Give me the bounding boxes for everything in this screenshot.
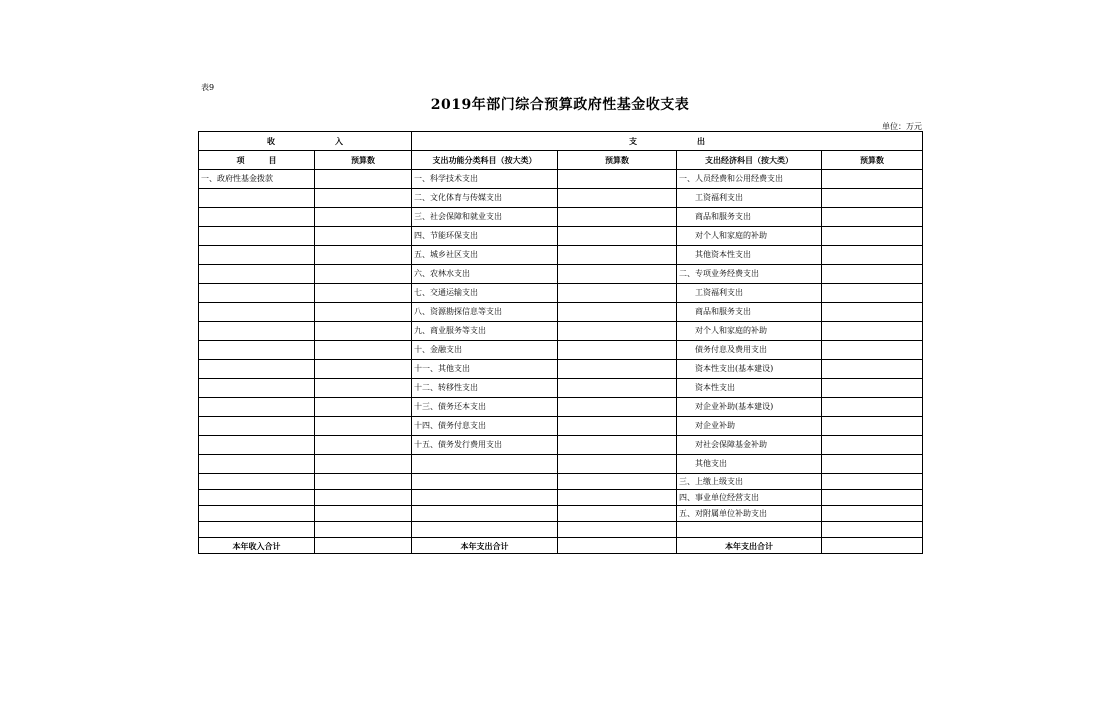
- econ-item-cell: 工资福利支出: [677, 284, 822, 303]
- table-row: [199, 436, 923, 455]
- income-budget-header: 预算数: [315, 151, 412, 170]
- income-item-cell: [199, 506, 315, 522]
- econ-budget-cell: [822, 417, 923, 436]
- table-row: [199, 360, 923, 379]
- econ-budget-cell: [822, 284, 923, 303]
- income-item-cell: [199, 417, 315, 436]
- econ-category-header: 支出经济科目（按大类）: [677, 151, 822, 170]
- income-item-cell: 一、政府性基金拨款: [199, 170, 315, 189]
- econ-item-cell: 对企业补助: [677, 417, 822, 436]
- item-header: 项目: [199, 151, 315, 170]
- income-item-cell: [199, 189, 315, 208]
- econ-item-cell: 对个人和家庭的补助: [677, 227, 822, 246]
- income-total-value: [315, 538, 412, 554]
- func-item-cell: 十二、转移性支出: [412, 379, 558, 398]
- income-budget-cell: [315, 360, 412, 379]
- income-budget-cell: [315, 170, 412, 189]
- income-item-cell: [199, 208, 315, 227]
- table-row: [199, 227, 923, 246]
- econ-total-label: 本年支出合计: [677, 538, 822, 554]
- income-total-label: 本年收入合计: [199, 538, 315, 554]
- econ-budget-cell: [822, 436, 923, 455]
- income-item-cell: [199, 246, 315, 265]
- econ-item-cell: 债务付息及费用支出: [677, 341, 822, 360]
- func-budget-cell: [558, 246, 677, 265]
- func-item-cell: 二、文化体育与传媒支出: [412, 189, 558, 208]
- func-budget-cell: [558, 189, 677, 208]
- econ-budget-cell: [822, 506, 923, 522]
- func-item-cell: 九、商业服务等支出: [412, 322, 558, 341]
- econ-item-cell: 资本性支出: [677, 379, 822, 398]
- func-budget-cell: [558, 208, 677, 227]
- func-budget-cell: [558, 436, 677, 455]
- func-item-cell: [412, 490, 558, 506]
- income-budget-cell: [315, 246, 412, 265]
- func-item-cell: 十五、债务发行费用支出: [412, 436, 558, 455]
- func-budget-cell: [558, 398, 677, 417]
- income-budget-cell: [315, 522, 412, 538]
- func-item-cell: 十四、债务付息支出: [412, 417, 558, 436]
- table-row: [199, 303, 923, 322]
- econ-budget-cell: [822, 360, 923, 379]
- income-item-cell: [199, 341, 315, 360]
- econ-budget-cell: [822, 170, 923, 189]
- income-item-cell: [199, 360, 315, 379]
- table-row: [199, 506, 923, 522]
- income-budget-cell: [315, 189, 412, 208]
- table-row: [199, 455, 923, 474]
- func-budget-cell: [558, 265, 677, 284]
- income-budget-cell: [315, 284, 412, 303]
- income-budget-cell: [315, 398, 412, 417]
- table-row: [199, 341, 923, 360]
- table-row: [199, 170, 923, 189]
- func-budget-cell: [558, 417, 677, 436]
- func-item-cell: 八、资源勘探信息等支出: [412, 303, 558, 322]
- func-item-cell: [412, 522, 558, 538]
- econ-item-cell: 一、人员经费和公用经费支出: [677, 170, 822, 189]
- totals-row: [199, 538, 923, 554]
- income-item-cell: [199, 303, 315, 322]
- econ-item-cell: 三、上缴上级支出: [677, 474, 822, 490]
- income-budget-cell: [315, 474, 412, 490]
- income-item-cell: [199, 522, 315, 538]
- econ-budget-cell: [822, 322, 923, 341]
- func-budget-cell: [558, 322, 677, 341]
- income-budget-cell: [315, 417, 412, 436]
- func-item-cell: 六、农林水支出: [412, 265, 558, 284]
- func-budget-cell: [558, 227, 677, 246]
- econ-item-cell: 对企业补助(基本建设): [677, 398, 822, 417]
- income-header: 收入: [199, 132, 412, 151]
- table-row: [199, 189, 923, 208]
- expense-header: 支出: [412, 132, 923, 151]
- income-item-cell: [199, 227, 315, 246]
- econ-budget-cell: [822, 246, 923, 265]
- income-item-cell: [199, 490, 315, 506]
- header-row-1: [199, 132, 923, 151]
- income-item-cell: [199, 455, 315, 474]
- func-budget-cell: [558, 490, 677, 506]
- income-budget-cell: [315, 506, 412, 522]
- income-budget-cell: [315, 322, 412, 341]
- func-budget-cell: [558, 170, 677, 189]
- func-item-cell: 十三、债务还本支出: [412, 398, 558, 417]
- func-item-cell: [412, 455, 558, 474]
- func-budget-cell: [558, 341, 677, 360]
- econ-budget-cell: [822, 189, 923, 208]
- func-item-cell: 三、社会保障和就业支出: [412, 208, 558, 227]
- unit-label: 单位：万元: [882, 122, 922, 131]
- func-item-cell: [412, 506, 558, 522]
- income-item-cell: [199, 398, 315, 417]
- table-row: [199, 417, 923, 436]
- func-item-cell: 十、金融支出: [412, 341, 558, 360]
- income-budget-cell: [315, 208, 412, 227]
- econ-item-cell: 工资福利支出: [677, 189, 822, 208]
- econ-item-cell: 商品和服务支出: [677, 303, 822, 322]
- func-category-header: 支出功能分类科目（按大类）: [412, 151, 558, 170]
- income-item-cell: [199, 322, 315, 341]
- budget-table: [198, 131, 923, 554]
- func-total-value: [558, 538, 677, 554]
- econ-budget-cell: [822, 227, 923, 246]
- econ-budget-cell: [822, 398, 923, 417]
- func-total-label: 本年支出合计: [412, 538, 558, 554]
- func-budget-cell: [558, 474, 677, 490]
- econ-item-cell: 对个人和家庭的补助: [677, 322, 822, 341]
- func-item-cell: 七、交通运输支出: [412, 284, 558, 303]
- table-row: [199, 522, 923, 538]
- econ-budget-cell: [822, 455, 923, 474]
- func-budget-cell: [558, 379, 677, 398]
- income-item-cell: [199, 284, 315, 303]
- func-item-cell: 一、科学技术支出: [412, 170, 558, 189]
- func-budget-cell: [558, 360, 677, 379]
- income-item-cell: [199, 265, 315, 284]
- income-budget-cell: [315, 303, 412, 322]
- table-row: [199, 265, 923, 284]
- econ-total-value: [822, 538, 923, 554]
- econ-budget-cell: [822, 341, 923, 360]
- econ-budget-header: 预算数: [822, 151, 923, 170]
- econ-budget-cell: [822, 265, 923, 284]
- func-budget-cell: [558, 284, 677, 303]
- table-row: [199, 379, 923, 398]
- func-item-cell: 四、节能环保支出: [412, 227, 558, 246]
- income-budget-cell: [315, 341, 412, 360]
- econ-budget-cell: [822, 474, 923, 490]
- table-row: [199, 490, 923, 506]
- page-title: 2019年部门综合预算政府性基金收支表: [430, 97, 690, 113]
- econ-item-cell: 商品和服务支出: [677, 208, 822, 227]
- func-item-cell: 十一、其他支出: [412, 360, 558, 379]
- income-item-cell: [199, 436, 315, 455]
- income-budget-cell: [315, 379, 412, 398]
- econ-budget-cell: [822, 522, 923, 538]
- income-budget-cell: [315, 455, 412, 474]
- func-budget-cell: [558, 303, 677, 322]
- econ-item-cell: 其他支出: [677, 455, 822, 474]
- income-budget-cell: [315, 227, 412, 246]
- header-row-2: [199, 151, 923, 170]
- econ-budget-cell: [822, 490, 923, 506]
- income-item-cell: [199, 474, 315, 490]
- econ-item-cell: 资本性支出(基本建设): [677, 360, 822, 379]
- econ-item-cell: 二、专项业务经费支出: [677, 265, 822, 284]
- econ-item-cell: [677, 522, 822, 538]
- table-row: [199, 284, 923, 303]
- econ-budget-cell: [822, 208, 923, 227]
- income-budget-cell: [315, 265, 412, 284]
- func-item-cell: 五、城乡社区支出: [412, 246, 558, 265]
- func-budget-cell: [558, 455, 677, 474]
- income-item-cell: [199, 379, 315, 398]
- func-item-cell: [412, 474, 558, 490]
- table-row: [199, 246, 923, 265]
- income-budget-cell: [315, 490, 412, 506]
- func-budget-header: 预算数: [558, 151, 677, 170]
- table-row: [199, 322, 923, 341]
- econ-item-cell: 对社会保障基金补助: [677, 436, 822, 455]
- econ-budget-cell: [822, 379, 923, 398]
- table-row: [199, 208, 923, 227]
- table-number: 表9: [201, 83, 215, 92]
- income-budget-cell: [315, 436, 412, 455]
- table-row: [199, 474, 923, 490]
- econ-item-cell: 四、事业单位经营支出: [677, 490, 822, 506]
- econ-item-cell: 其他资本性支出: [677, 246, 822, 265]
- func-budget-cell: [558, 522, 677, 538]
- econ-item-cell: 五、对附属单位补助支出: [677, 506, 822, 522]
- func-budget-cell: [558, 506, 677, 522]
- table-row: [199, 398, 923, 417]
- econ-budget-cell: [822, 303, 923, 322]
